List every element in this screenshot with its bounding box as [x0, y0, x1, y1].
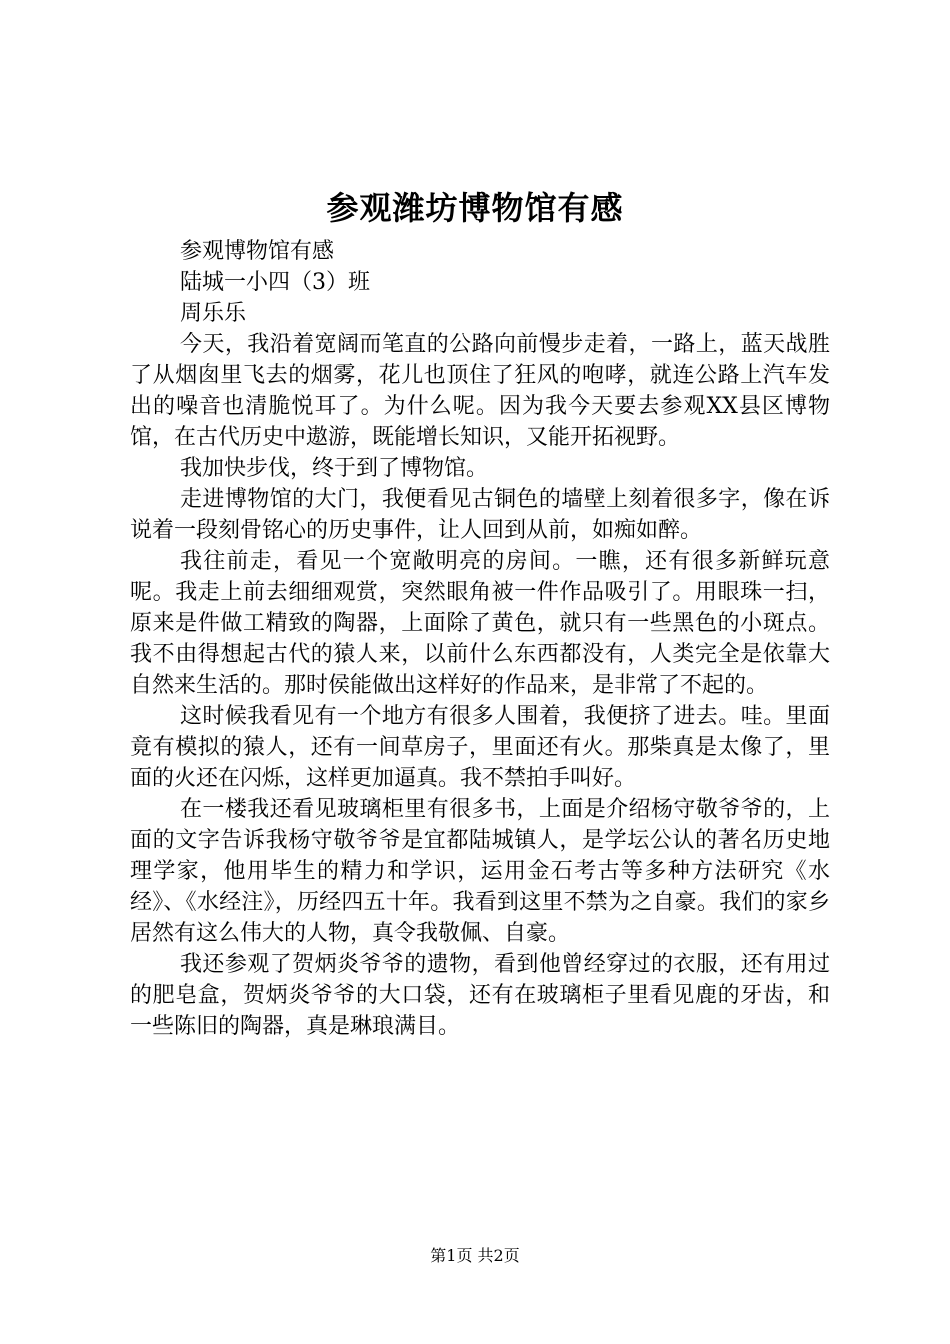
paragraph-3: 走进博物馆的大门，我便看见古铜色的墙壁上刻着很多字，像在诉说着一段刻骨铭心的历史事件，让人回到从前，如痴如醉。 [130, 487, 830, 543]
paragraph-4: 我往前走，看见一个宽敞明亮的房间。一瞧，还有很多新鲜玩意呢。我走上前去细细观赏，突然眼角被一件作品吸引了。用眼珠一扫，原来是件做工精致的陶器，上面除了黄色，就只有一些黑色的小斑点。我不由得想起古代的猿人来，以前什么东西都没有，人类完全是依靠大自然来生活的。那时侯能做出这样好的作品来，是非常了不起的。 [130, 549, 830, 698]
paragraph-1: 今天，我沿着宽阔而笔直的公路向前慢步走着，一路上，蓝天战胜了从烟囱里飞去的烟雾，花儿也顶住了狂风的咆哮，就连公路上汽车发出的噪音也清脆悦耳了。为什么呢。因为我今天要去参观XX县区博物馆，在古代历史中遨游，既能增长知识，又能开拓视野。 [130, 332, 830, 450]
document-body [130, 236, 830, 1042]
header-line-subtitle: 参观博物馆有感 [180, 239, 335, 264]
page-number-footer: 第1页 共2页 [430, 1246, 520, 1265]
paragraph-2: 我加快步伐，终于到了博物馆。 [180, 456, 489, 481]
paragraph-5: 这时候我看见有一个地方有很多人围着，我便挤了进去。哇。里面竟有模拟的猿人，还有一间草房子，里面还有火。那柴真是太像了，里面的火还在闪烁，这样更加逼真。我不禁拍手叫好。 [130, 704, 830, 791]
document-title: 参观潍坊博物馆有感 [326, 189, 624, 227]
paragraph-6: 在一楼我还看见玻璃柜里有很多书，上面是介绍杨守敬爷爷的，上面的文字告诉我杨守敬爷爷是宜都陆城镇人，是学坛公认的著名历史地理学家，他用毕生的精力和学识，运用金石考古等多种方法研究《水经》、《水经注》，历经四五十年。我看到这里不禁为之自豪。我们的家乡居然有这么伟大的人物，真令我敬佩、自豪。 [130, 797, 830, 946]
header-line-author: 周乐乐 [180, 301, 247, 326]
header-line-class: 陆城一小四（3）班 [180, 270, 370, 295]
paragraph-7: 我还参观了贺炳炎爷爷的遗物，看到他曾经穿过的衣服，还有用过的肥皂盒，贺炳炎爷爷的大口袋，还有在玻璃柜子里看见鹿的牙齿，和一些陈旧的陶器，真是琳琅满目。 [130, 952, 830, 1039]
